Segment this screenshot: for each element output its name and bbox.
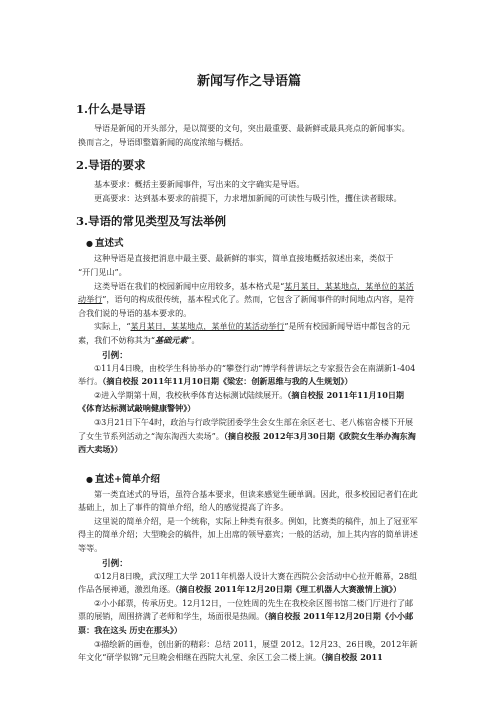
direct-example-1	[78, 362, 420, 389]
direct-para-2-underlined: 某月某日，某某地点，某单位的某活动举行	[78, 280, 414, 305]
intro-type-heading	[86, 471, 420, 485]
high-requirement: 更高要求：达到基本要求的前提下，力求增加新闻的可读性与吸引性，攫住读者眼球。	[94, 192, 402, 203]
intro-example-3	[78, 638, 420, 665]
direct-para-3-underlined: 某月某日，某某地点，某单位的某活动举行	[130, 321, 285, 332]
intro-example-1	[78, 570, 420, 597]
section-1-line-2: 换而言之，导语即整篇新闻的高度浓缩与概括。	[78, 136, 248, 147]
intro-example-1-source: （摘自校报 2011年12月20日期《理工机器人大赛激情上演》）	[175, 584, 402, 595]
section-3-heading: 3.导语的常见类型及写法举例	[76, 214, 227, 229]
direct-para-1	[78, 252, 420, 279]
direct-example-label: 引例：	[102, 350, 128, 361]
direct-para-2	[78, 280, 420, 321]
direct-para-1-b: “开门见山”。	[78, 266, 127, 277]
direct-example-3	[78, 416, 420, 457]
direct-example-1-source: （摘自校报 2011年11月10日期《梁宏：创新思维与我的人生规划》）	[102, 376, 353, 387]
intro-example-2-text: 小小邮票，传承历史。12月12日，一位姓周的先生在我校余区图书馆二楼门厅进行了邮票的展销，周围挤满了老师和学生，场面很是热闹。	[78, 597, 414, 622]
intro-example-3-text: 描绘新的画卷，创出新的精彩：总结 2011，展望 2012。12月23、26日晚，2012年新年文化“研学似锦”元旦晚会相继在西院大礼堂、余区工会二楼上演。	[78, 638, 418, 663]
circle-3-icon: ③	[94, 639, 102, 649]
direct-example-3-source: （摘自校报 2012年3月30日期《政院女生举办淘东淘西大卖场》）	[78, 430, 416, 455]
section-2-heading: 2.导语的要求	[76, 158, 146, 173]
intro-example-2	[78, 597, 420, 638]
intro-example-1-text: 12月8日晚，武汉理工大学 2011年机器人设计大赛在西院公会活动中心拉开帷幕，28组作品各展神通，激烈角逐。	[78, 570, 418, 595]
direct-para-3-a: 实际上，“	[94, 321, 131, 332]
circle-2-icon: ②	[94, 598, 102, 608]
intro-para-2: 这里说的简单介绍，是一个统称，实际上种类有很多。例如，比赛类的稿件，加上了冠亚军得主的简单介绍；大型晚会的稿件，加上出席的领导嘉宾；一般的活动，加上其内容的简单讲述等等。	[78, 515, 418, 554]
direct-para-3	[78, 320, 420, 347]
circle-1-icon: ①	[94, 363, 102, 373]
intro-example-2-source: （摘自校报 2011年12月20日期《小小邮票：我在这头 历史在那头》）	[78, 611, 414, 636]
circle-2-icon: ②	[94, 390, 102, 400]
direct-type-heading	[86, 235, 420, 249]
section-1-heading: 1.什么是导语	[76, 102, 146, 116]
basic-requirement: 基本要求：概括主要新闻事件，写出来的文字确实是导语。	[94, 179, 305, 190]
bullet-icon: ●	[86, 473, 93, 484]
direct-example-2	[78, 389, 420, 416]
base-element-term: 基础元素	[154, 334, 188, 345]
page-title: 新闻写作之导语篇	[196, 74, 301, 89]
direct-example-3-text: 3月21日下午4时，政治与行政学院团委学生会女生部在余区老七、老八栋宿舍楼下开展了女生节系列活动之“淘东淘西大卖场”。	[78, 416, 414, 441]
intro-example-3-source: （摘自校报 2011	[321, 652, 383, 663]
circle-1-icon: ①	[94, 571, 102, 581]
direct-type-label: 直述式	[94, 238, 124, 250]
direct-para-2-a: 这类导语在我们的校园新闻中应用较多，基本格式是“	[94, 280, 285, 291]
direct-example-2-text: 进入学期第十周，我校秋季体育达标测试陆续展开。	[101, 389, 288, 400]
direct-para-3-c: ”。	[187, 334, 200, 345]
direct-para-3-b: ”是所有校园新闻导语中都包含的元素，我们不妨称其为“	[78, 321, 410, 345]
intro-type-label: 直述+简单介绍	[94, 473, 160, 485]
direct-example-1-text: 11月4日晚，由校学生科协举办的“攀登行动”博学科普讲坛之专家报告会在南湖新1-404举行。	[78, 362, 416, 387]
bullet-icon: ●	[86, 238, 93, 249]
section-spacer	[78, 457, 420, 465]
direct-para-2-b: ”，语句的构成很传统，基本程式化了。然而，它包含了新闻事件的时间地点内容，是符合我们说的导语的基本要求的。	[78, 294, 415, 318]
section-1-line-1: 导语是新闻的开头部分，是以简要的文句，突出最重要、最新鲜或最具亮点的新闻事实。	[94, 123, 410, 133]
intro-example-label: 引例：	[102, 558, 128, 569]
circle-3-icon: ③	[94, 417, 102, 427]
direct-para-1-a: 这种导语是直接把消息中最主要、最新鲜的事实，简单直接地概括叙述出来，类似于	[94, 253, 394, 264]
direct-example-2-source: （摘自校报 2011年11月10日期《体育达标测试敲响健康警钟》）	[78, 389, 405, 414]
intro-para-1: 第一类直述式的导语，虽符合基本要求，但读来感觉生硬单调。因此，很多校园记者们在此基础上，加上了事件的简单介绍，给人的感觉提高了许多。	[78, 488, 418, 513]
